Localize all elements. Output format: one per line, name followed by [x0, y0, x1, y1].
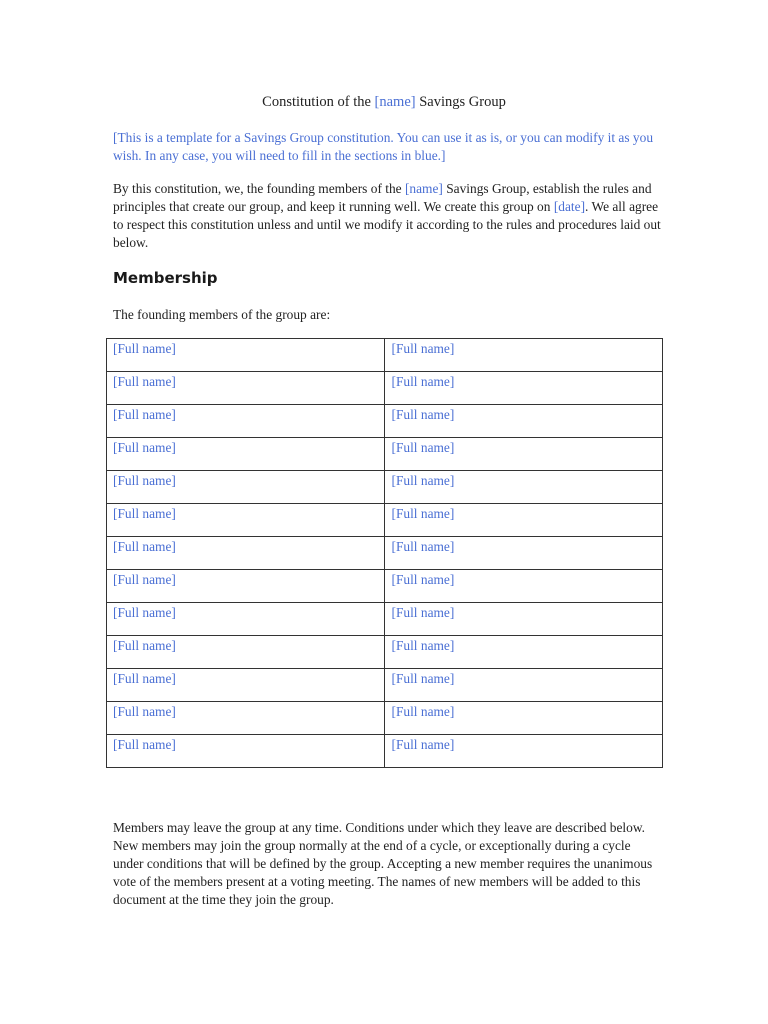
table-row	[107, 471, 663, 504]
member-name-cell[interactable]	[107, 702, 385, 735]
membership-rules-paragraph: Members may leave the group at any time. Conditions under which they leave are described below. New members may join the group normally at the end of a cycle, or exceptionally during a cycle under conditions that will be defined by the group. Accepting a new member requires the unanimous vote of the members present at a voting meeting. The names of new members will be added to this document at the time they join the group.	[113, 820, 653, 907]
table-row	[107, 735, 663, 768]
member-name-placeholder: [Full name]	[391, 704, 455, 719]
founding-paragraph-part1: By this constitution, we, the founding members of the	[113, 181, 405, 196]
member-name-placeholder: [Full name]	[391, 440, 455, 455]
founding-members-table-body	[107, 339, 663, 768]
member-name-cell[interactable]	[107, 372, 385, 405]
member-name-cell[interactable]	[107, 471, 385, 504]
member-name-cell[interactable]	[107, 537, 385, 570]
member-name-placeholder: [Full name]	[391, 605, 455, 620]
member-name-cell[interactable]	[385, 438, 663, 471]
member-name-placeholder: [Full name]	[391, 638, 455, 653]
member-name-placeholder: [Full name]	[113, 473, 176, 488]
member-name-cell[interactable]	[107, 570, 385, 603]
founding-paragraph-part2: Savings Group, establish the rules and principles that create our group, and keep it running well. We create this group on	[113, 181, 652, 214]
table-row	[107, 570, 663, 603]
table-row	[107, 636, 663, 669]
member-name-placeholder: [Full name]	[391, 473, 455, 488]
table-row	[107, 603, 663, 636]
member-name-placeholder: [Full name]	[113, 440, 176, 455]
table-row	[107, 438, 663, 471]
member-name-cell[interactable]	[107, 504, 385, 537]
member-name-placeholder: [Full name]	[391, 539, 455, 554]
member-name-placeholder: [Full name]	[391, 374, 455, 389]
member-name-placeholder: [Full name]	[113, 704, 176, 719]
member-name-cell[interactable]	[385, 471, 663, 504]
membership-heading: Membership	[113, 269, 218, 287]
table-row	[107, 537, 663, 570]
member-name-placeholder: [Full name]	[391, 737, 455, 752]
member-name-cell[interactable]	[385, 537, 663, 570]
founding-members-table	[106, 338, 663, 768]
member-name-cell[interactable]	[385, 570, 663, 603]
member-name-placeholder: [Full name]	[113, 638, 176, 653]
founding-paragraph-part3: . We all agree to respect this constitution unless and until we modify it according to the rules and procedures laid out below.	[113, 199, 661, 250]
member-name-placeholder: [Full name]	[113, 671, 176, 686]
member-name-cell[interactable]	[385, 504, 663, 537]
member-name-cell[interactable]	[385, 735, 663, 768]
member-name-cell[interactable]	[107, 636, 385, 669]
member-name-placeholder: [Full name]	[113, 506, 176, 521]
member-name-cell[interactable]	[385, 702, 663, 735]
table-row	[107, 702, 663, 735]
member-name-cell[interactable]	[107, 669, 385, 702]
date-placeholder: [date]	[553, 199, 586, 214]
member-name-placeholder: [Full name]	[113, 737, 176, 752]
member-name-placeholder: [Full name]	[391, 341, 455, 356]
member-name-placeholder: [Full name]	[113, 605, 176, 620]
member-name-cell[interactable]	[385, 636, 663, 669]
member-name-cell[interactable]	[107, 438, 385, 471]
member-name-cell[interactable]	[107, 735, 385, 768]
member-name-cell[interactable]	[107, 405, 385, 438]
founding-members-intro: The founding members of the group are:	[113, 307, 331, 322]
document-title	[0, 93, 768, 111]
member-name-placeholder: [Full name]	[391, 407, 455, 422]
member-name-placeholder: [Full name]	[391, 671, 455, 686]
title-suffix: Savings Group	[415, 94, 506, 110]
member-name-cell[interactable]	[107, 603, 385, 636]
table-row	[107, 372, 663, 405]
member-name-placeholder: [Full name]	[113, 539, 176, 554]
member-name-cell[interactable]	[385, 339, 663, 372]
template-intro-note: [This is a template for a Savings Group constitution. You can use it as is, or you can modify it as you wish. In any case, you will need to fill in the sections in blue.]	[113, 130, 654, 163]
table-row	[107, 504, 663, 537]
member-name-placeholder: [Full name]	[113, 572, 176, 587]
table-row	[107, 669, 663, 702]
title-prefix: Constitution of the	[262, 94, 375, 110]
table-row	[107, 405, 663, 438]
founding-paragraph	[113, 180, 663, 252]
member-name-placeholder: [Full name]	[113, 341, 176, 356]
member-name-cell[interactable]	[385, 405, 663, 438]
member-name-placeholder: [Full name]	[113, 374, 176, 389]
table-row	[107, 339, 663, 372]
title-name-placeholder: [name]	[374, 94, 416, 110]
member-name-placeholder: [Full name]	[391, 572, 455, 587]
member-name-cell[interactable]	[385, 669, 663, 702]
member-name-cell[interactable]	[385, 372, 663, 405]
member-name-cell[interactable]	[107, 339, 385, 372]
group-name-placeholder: [name]	[404, 181, 443, 196]
member-name-cell[interactable]	[385, 603, 663, 636]
member-name-placeholder: [Full name]	[113, 407, 176, 422]
member-name-placeholder: [Full name]	[391, 506, 455, 521]
